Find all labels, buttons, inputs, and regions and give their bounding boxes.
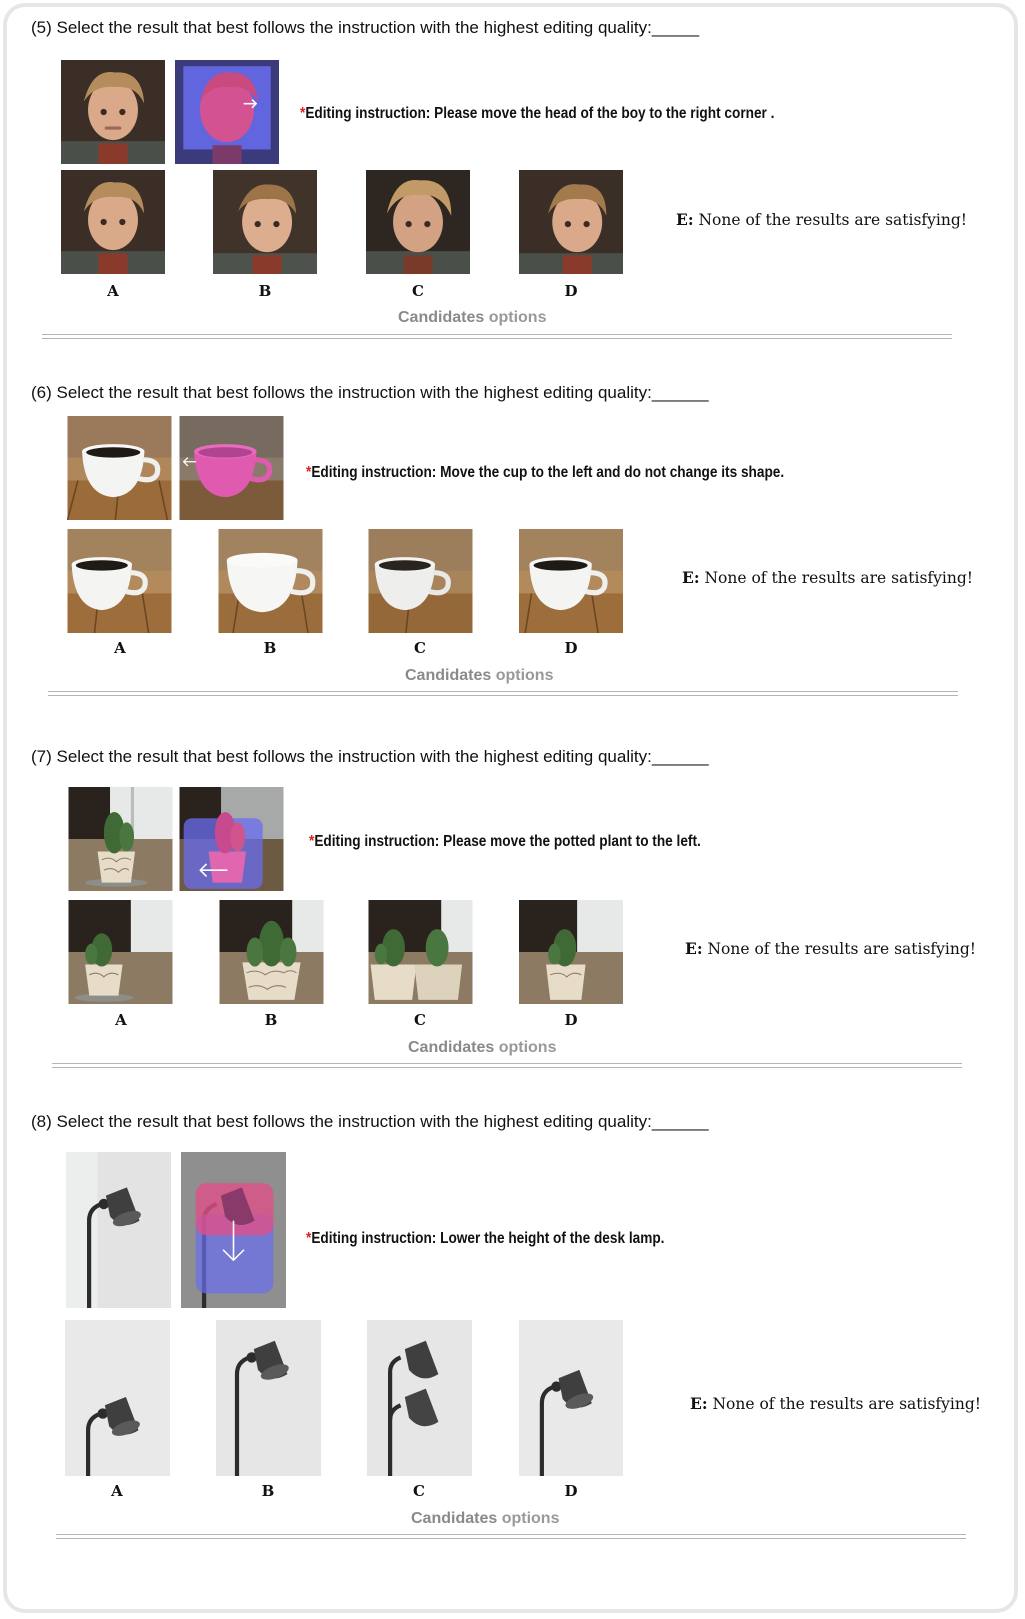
option-e-none[interactable]: E: None of the results are satisfying! <box>690 1394 982 1413</box>
option-e-none[interactable]: E: None of the results are satisfying! <box>682 568 974 587</box>
section-divider <box>56 1534 966 1539</box>
candidate-image-d[interactable] <box>519 1320 623 1476</box>
candidate-image-a[interactable] <box>61 170 165 274</box>
candidate-image-a[interactable] <box>68 900 173 1004</box>
source-image-cactus-edit-mask <box>179 787 284 891</box>
option-label-c: C <box>412 282 424 300</box>
candidates-caption: Candidates options <box>408 1039 557 1056</box>
source-image-boy <box>61 60 165 164</box>
source-image-cup-edit-mask <box>179 416 284 520</box>
question-prompt: (5) Select the result that best follows the instruction with the highest editing quality:_____ <box>31 18 700 37</box>
candidate-image-c[interactable] <box>367 1320 472 1476</box>
section-divider <box>48 691 958 696</box>
section-divider <box>52 1063 962 1068</box>
option-label-d: D <box>564 1482 578 1500</box>
option-label-a: A <box>115 1011 127 1029</box>
candidate-image-a[interactable] <box>65 1320 170 1476</box>
editing-instruction: *Editing instruction: Move the cup to the left and do not change its shape. <box>306 464 785 481</box>
question-prompt: (6) Select the result that best follows the instruction with the highest editing quality:______ <box>31 383 709 402</box>
candidate-image-c[interactable] <box>366 170 470 274</box>
option-label-b: B <box>263 639 277 657</box>
candidates-caption: Candidates options <box>405 667 554 684</box>
option-label-c: C <box>413 1482 425 1500</box>
source-image-cactus <box>68 787 173 891</box>
option-label-b: B <box>264 1011 278 1029</box>
source-image-boy-edit-mask <box>175 60 279 164</box>
candidate-image-b[interactable] <box>218 529 323 633</box>
option-label-c: C <box>414 639 426 657</box>
candidate-image-b[interactable] <box>219 900 324 1004</box>
candidate-image-a[interactable] <box>67 529 172 633</box>
option-label-d: D <box>564 282 578 300</box>
candidates-caption: Candidates options <box>398 309 547 326</box>
candidate-image-c[interactable] <box>368 529 473 633</box>
candidate-image-b[interactable] <box>213 170 317 274</box>
candidate-image-d[interactable] <box>519 900 623 1004</box>
section-divider <box>42 334 952 339</box>
editing-instruction: *Editing instruction: Please move the potted plant to the left. <box>309 833 701 850</box>
editing-instruction: *Editing instruction: Lower the height of the desk lamp. <box>306 1230 665 1247</box>
option-label-b: B <box>261 1482 275 1500</box>
candidates-caption: Candidates options <box>411 1510 560 1527</box>
candidate-image-c[interactable] <box>368 900 473 1004</box>
option-label-c: C <box>414 1011 426 1029</box>
option-label-a: A <box>114 639 126 657</box>
editing-instruction: *Editing instruction: Please move the head of the boy to the right corner . <box>300 105 775 122</box>
option-e-none[interactable]: E: None of the results are satisfying! <box>676 210 968 229</box>
option-label-a: A <box>111 1482 123 1500</box>
option-e-none[interactable]: E: None of the results are satisfying! <box>685 939 977 958</box>
option-label-a: A <box>107 282 119 300</box>
question-prompt: (7) Select the result that best follows the instruction with the highest editing quality:______ <box>31 747 709 766</box>
option-label-b: B <box>258 282 272 300</box>
option-label-d: D <box>564 1011 578 1029</box>
option-label-d: D <box>564 639 578 657</box>
candidate-image-d[interactable] <box>519 529 623 633</box>
candidate-image-d[interactable] <box>519 170 623 274</box>
candidate-image-b[interactable] <box>216 1320 321 1476</box>
source-image-lamp-edit-mask <box>181 1152 286 1308</box>
source-image-cup <box>67 416 172 520</box>
source-image-lamp <box>66 1152 171 1308</box>
question-prompt: (8) Select the result that best follows the instruction with the highest editing quality:______ <box>31 1112 709 1131</box>
